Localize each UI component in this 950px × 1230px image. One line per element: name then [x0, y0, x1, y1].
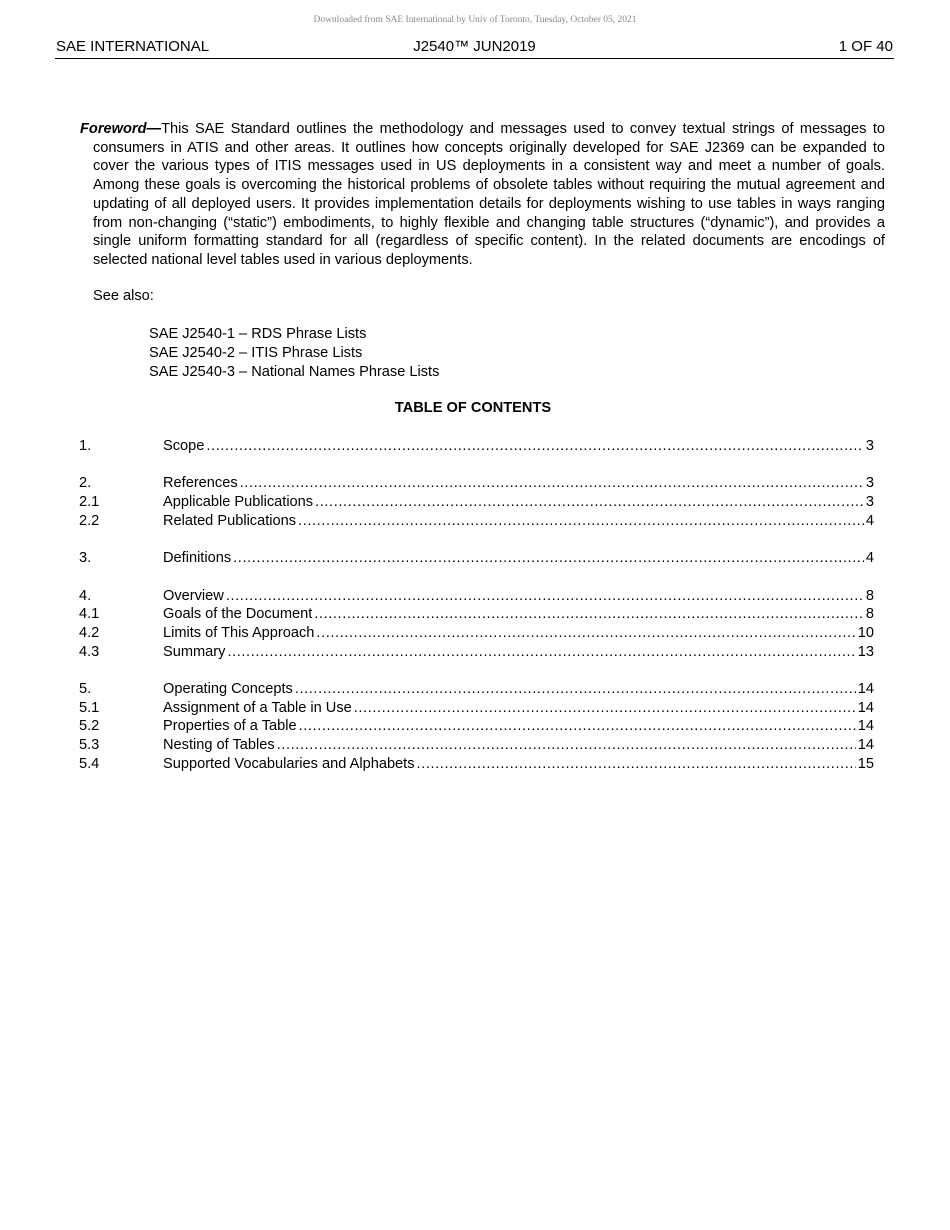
toc-entry-title: Overview	[163, 587, 224, 604]
toc-leader-dots	[315, 493, 864, 512]
toc-leader-dots	[295, 680, 856, 699]
toc-leader-dots	[277, 736, 856, 755]
toc-entry[interactable]	[79, 755, 874, 774]
toc-entry-page: 4	[865, 550, 874, 567]
toc-entry-title: Assignment of a Table in Use	[163, 699, 352, 716]
toc-title: TABLE OF CONTENTS	[394, 400, 552, 416]
toc-leader-dots	[227, 643, 855, 662]
toc-entry[interactable]	[79, 493, 874, 512]
toc-entry-number: 2.1	[79, 494, 100, 511]
foreword-label: Foreword—	[80, 121, 162, 137]
toc-entry-title: Nesting of Tables	[163, 737, 275, 753]
toc-entry-number: 5.1	[79, 699, 100, 716]
toc-entry-title: Goals of the Document	[163, 606, 313, 623]
toc-entry-title: Summary	[163, 643, 226, 660]
toc-entry-title: Limits of This Approach	[163, 624, 315, 641]
toc-entry-number: 5.4	[79, 755, 100, 772]
toc-leader-dots	[206, 437, 863, 456]
toc-leader-dots	[299, 717, 856, 736]
toc-entry[interactable]	[79, 605, 874, 624]
toc-leader-dots	[226, 587, 864, 606]
toc-entry-number: 4.3	[79, 643, 100, 660]
toc-entry-page: 14	[857, 737, 874, 753]
header-page-number: 1 OF 40	[838, 38, 893, 55]
toc-leader-dots	[354, 699, 856, 718]
toc-entry[interactable]	[79, 437, 874, 456]
page-header	[55, 38, 894, 59]
toc-entry-number: 5.3	[79, 737, 100, 753]
toc-entry-title: References	[163, 475, 238, 492]
toc-entry[interactable]	[79, 624, 874, 643]
toc-entry-page: 3	[865, 494, 874, 511]
header-document-id: J2540™ JUN2019	[413, 38, 536, 55]
toc-leader-dots	[417, 755, 856, 774]
toc-entry-title: Supported Vocabularies and Alphabets	[163, 755, 415, 772]
toc-entry[interactable]	[79, 549, 874, 568]
toc-entry[interactable]	[79, 717, 874, 736]
toc-entry-page: 10	[857, 624, 874, 641]
toc-entry-number: 3.	[79, 550, 92, 567]
toc-entry-page: 8	[865, 606, 874, 623]
toc-entry-number: 4.	[79, 587, 92, 604]
toc-entry[interactable]	[79, 680, 874, 699]
toc-entry-page: 14	[857, 699, 874, 716]
toc-entry-number: 5.	[79, 680, 92, 697]
toc-leader-dots	[233, 549, 864, 568]
toc-entry-title: Related Publications	[163, 512, 297, 529]
toc-entry[interactable]	[79, 474, 874, 493]
toc-entry[interactable]	[79, 736, 874, 755]
toc-entry-page: 8	[865, 587, 874, 604]
toc-entry-page: 4	[865, 512, 874, 529]
related-document-item: SAE J2540-3 – National Names Phrase Lists	[149, 364, 440, 380]
header-organization: SAE INTERNATIONAL	[56, 38, 210, 55]
toc-leader-dots	[314, 605, 864, 624]
table-of-contents	[79, 437, 874, 773]
toc-entry[interactable]	[79, 699, 874, 718]
toc-entry-number: 1.	[79, 438, 92, 454]
toc-entry-number: 5.2	[79, 718, 100, 735]
toc-entry-number: 4.2	[79, 624, 100, 641]
foreword-text: This SAE Standard outlines the methodology and messages used to convey textual strings of messages to consumers in ATIS and other areas. It outlines how concepts originally developed for SAE J2369 can be expanded to cover the various types of ITIS messages used in US deployments in a consistent way and meet a number of goals. Among these goals is overcoming the historical problems of obsolete tables without requiring the mutual agreement and updating of all deployed users. It provides implementation details for deployments wishing to use tables in ways ranging from non-changing (“static”) embodiments, to highly flexible and changing table structures (“dynamic”), and provides a single uniform formatting standard for all (regardless of specific content). In the related documents are encodings of selected national level tables used in various deployments.	[93, 121, 885, 268]
toc-entry[interactable]	[79, 643, 874, 662]
toc-leader-dots	[316, 624, 855, 643]
toc-entry-title: Operating Concepts	[163, 680, 293, 697]
toc-entry-page: 13	[857, 643, 874, 660]
toc-entry[interactable]	[79, 512, 874, 531]
related-document-item: SAE J2540-2 – ITIS Phrase Lists	[149, 345, 363, 361]
toc-entry-number: 2.2	[79, 512, 100, 529]
download-watermark: Downloaded from SAE International by Univ of Toronto, Tuesday, October 05, 2021	[313, 15, 637, 25]
toc-entry-title: Scope	[163, 438, 205, 454]
related-document-item: SAE J2540-1 – RDS Phrase Lists	[149, 326, 367, 342]
foreword-paragraph	[80, 120, 885, 270]
see-also-label: See also:	[93, 288, 154, 304]
toc-entry-number: 4.1	[79, 606, 100, 623]
toc-leader-dots	[240, 474, 864, 493]
toc-entry-page: 3	[865, 475, 874, 492]
toc-entry-page: 3	[865, 438, 874, 454]
related-documents-list	[149, 325, 439, 382]
toc-entry-page: 14	[857, 680, 874, 697]
toc-entry[interactable]	[79, 587, 874, 606]
toc-entry-title: Definitions	[163, 550, 232, 567]
toc-entry-title: Properties of a Table	[163, 718, 297, 735]
toc-entry-page: 14	[857, 718, 874, 735]
toc-entry-page: 15	[857, 755, 874, 772]
toc-entry-number: 2.	[79, 475, 92, 492]
toc-leader-dots	[298, 512, 864, 531]
toc-entry-title: Applicable Publications	[163, 494, 314, 511]
